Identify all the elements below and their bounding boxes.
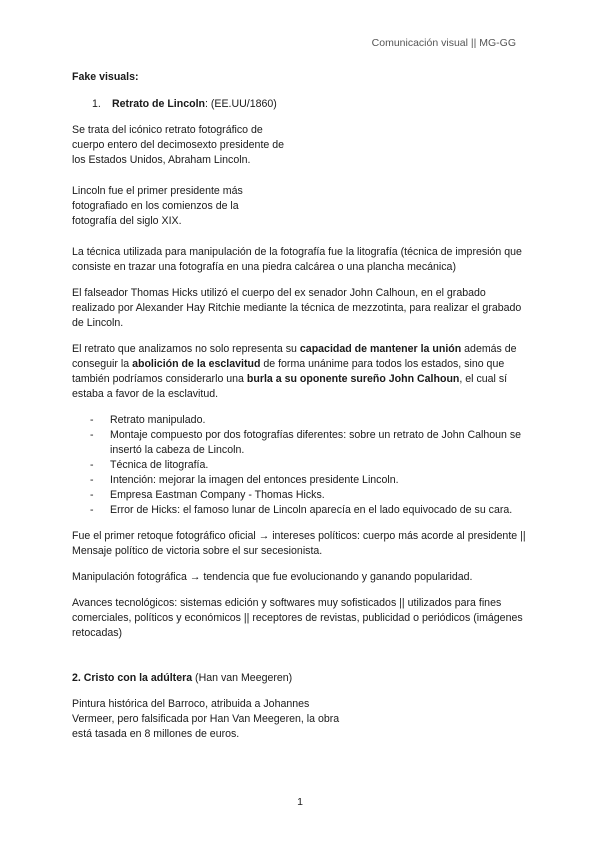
list-item: - Error de Hicks: el famoso lunar de Lincoln aparecía en el lado equivocado de su cara. <box>90 503 527 518</box>
list-item: - Técnica de litografía. <box>90 458 527 473</box>
section-heading: Fake visuals: <box>72 71 139 83</box>
section1-title-bold: Retrato de Lincoln <box>112 98 205 110</box>
summary-list <box>72 413 527 518</box>
paragraph-technique: La técnica utilizada para manipulación de la fotografía fue la litografía (técnica de impresión que consiste en trazar una fotografía en una piedra calcárea o una plancha mecánica) <box>72 246 522 273</box>
list-item: - Empresa Eastman Company - Thomas Hicks. <box>90 488 527 503</box>
section1-subtitle: : (EE.UU/1860) <box>205 98 277 110</box>
section1-number: 1. <box>92 98 101 110</box>
paragraph-tech-advances: Avances tecnológicos: sistemas edición y softwares muy sofisticados || utilizados para fines comerciales, políticos y económicos || receptores de revistas, publicidad o periódicos (imágenes retocadas) <box>72 597 523 639</box>
paragraph-first-retouch: Fue el primer retoque fotográfico oficial → intereses políticos: cuerpo más acorde al presidente || Mensaje político de victoria sobre el sur secesionista. <box>72 530 526 557</box>
list-item: - Retrato manipulado. <box>90 413 527 428</box>
paragraph-manipulation-trend: Manipulación fotográfica → tendencia que fue evolucionando y ganando popularidad. <box>72 571 473 583</box>
page-header: Comunicación visual || MG-GG <box>371 37 516 49</box>
paragraph-analysis: El retrato que analizamos no solo representa su capacidad de mantener la unión además de conseguir la abolición de la esclavitud de forma unánime para todos los estados, sino que también podríamos considerarlo una burla a su oponente sureño John Calhoun, el cual sí estaba a favor de la esclavitud. <box>72 343 517 400</box>
paragraph-painting: Pintura histórica del Barroco, atribuida a Johannes Vermeer, pero falsificada por Han Van Meegeren, la obra está tasada en 8 millones de euros. <box>72 698 340 740</box>
list-item: - Intención: mejorar la imagen del entonces presidente Lincoln. <box>90 473 527 488</box>
document-body <box>72 70 527 742</box>
paragraph-intro: Se trata del icónico retrato fotográfico de cuerpo entero del decimosexto presidente de los Estados Unidos, Abraham Lincoln. <box>72 124 285 166</box>
section1-title <box>92 97 527 112</box>
list-item: - Montaje compuesto por dos fotografías diferentes: sobre un retrato de John Calhoun se insertó la cabeza de Lincoln. <box>90 428 527 458</box>
paragraph-most-photographed: Lincoln fue el primer presidente más fotografiado en los comienzos de la fotografía del siglo XIX. <box>72 185 243 227</box>
paragraph-forger: El falseador Thomas Hicks utilizó el cuerpo del ex senador John Calhoun, en el grabado realizado por Alexander Hay Ritchie mediante la técnica de mezzotinta, para realizar el grabado de Lincoln. <box>72 287 522 329</box>
section2-title: 2. Cristo con la adúltera (Han van Meegeren) <box>72 672 293 684</box>
page-number: 1 <box>297 796 303 808</box>
